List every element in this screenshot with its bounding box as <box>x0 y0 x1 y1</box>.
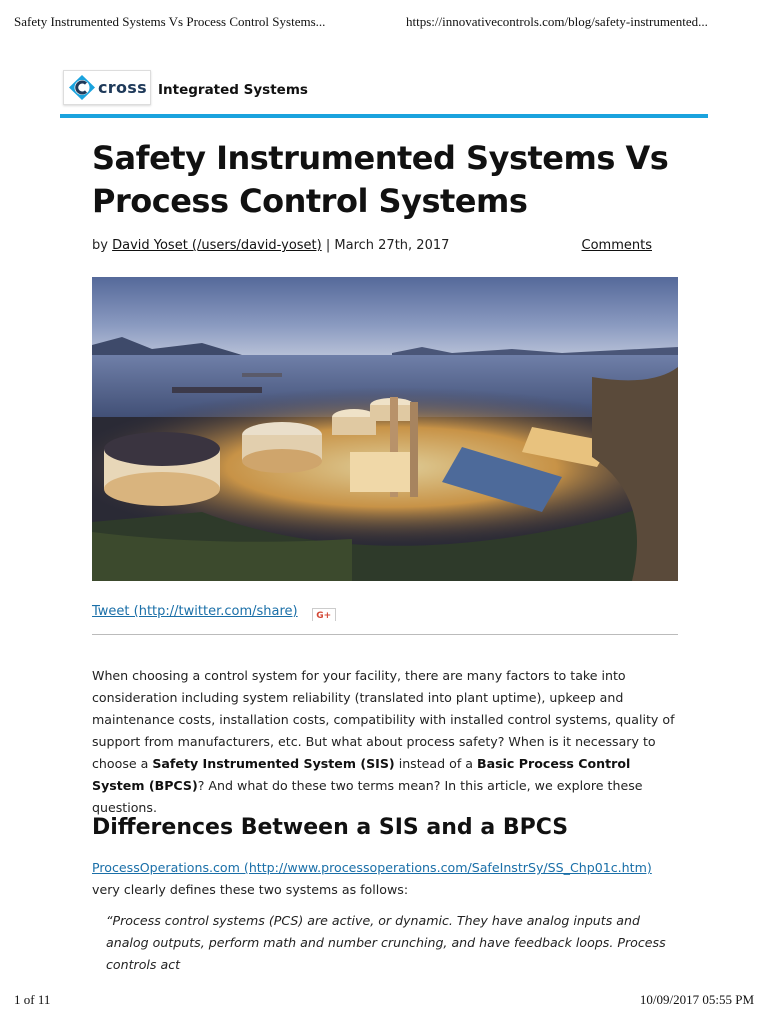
intro-text-1: When choosing a control system for your facility, there are many factors to take into consideration including system reliability (translated into plant uptime), upkeep and maintenance costs, installation costs, compatibility with installed control systems, quality of support from manufacturers, etc. But what about process safety? When is it necessary to choose a <box>92 668 675 771</box>
page-count: 1 of 11 <box>14 992 51 1007</box>
byline-prefix: by <box>92 238 108 253</box>
block-quote: “Process control systems (PCS) are active, or dynamic. They have analog inputs and analog outputs, perform math and number crunching, and have feedback loops. Process controls act <box>106 913 666 972</box>
publish-date: March 27th, 2017 <box>334 238 450 253</box>
intro-term-sis: Safety Instrumented System (SIS) <box>152 756 395 771</box>
comments-link[interactable]: Comments <box>581 238 652 253</box>
header-divider <box>60 114 708 118</box>
tweet-link[interactable]: Tweet (http://twitter.com/share) <box>92 604 298 619</box>
byline-separator: | <box>325 238 331 253</box>
hero-image <box>92 277 678 581</box>
article-title: Safety Instrumented Systems Vs Process Control Systems <box>92 139 669 220</box>
intro-paragraph <box>92 665 678 819</box>
cross-logo-icon <box>68 74 96 101</box>
intro-term-bpcs: Basic Process Control System (BPCS) <box>92 756 631 793</box>
site-header <box>60 70 708 120</box>
author-link[interactable]: David Yoset (/users/david-yoset) <box>112 238 322 253</box>
site-logo[interactable] <box>63 70 151 105</box>
industrial-plant-photo <box>92 277 678 581</box>
processoperations-link[interactable]: ProcessOperations.com (http://www.processoperations.com/SafeInstrSy/SS_Chp01c.htm) <box>92 860 652 875</box>
print-header <box>14 14 754 32</box>
intro-text-2: instead of a <box>394 756 477 771</box>
print-datetime: 10/09/2017 05:55 PM <box>639 992 754 1007</box>
google-plus-icon[interactable]: G+ <box>312 608 336 621</box>
print-page-url: https://innovativecontrols.com/blog/safety-instrumented... <box>406 14 708 29</box>
section-heading: Differences Between a SIS and a BPCS <box>92 815 569 840</box>
share-bar <box>92 604 678 635</box>
definition-text: very clearly defines these two systems as follows: <box>92 882 409 897</box>
print-footer <box>14 992 754 1010</box>
definition-paragraph <box>92 857 678 901</box>
byline <box>92 238 652 258</box>
logo-wordmark: cross <box>98 78 147 97</box>
print-page-title: Safety Instrumented Systems Vs Process Control Systems... <box>14 14 326 29</box>
intro-text-3: ? And what do these two terms mean? In this article, we explore these questions. <box>92 778 643 815</box>
site-subtitle: Integrated Systems <box>158 82 308 98</box>
